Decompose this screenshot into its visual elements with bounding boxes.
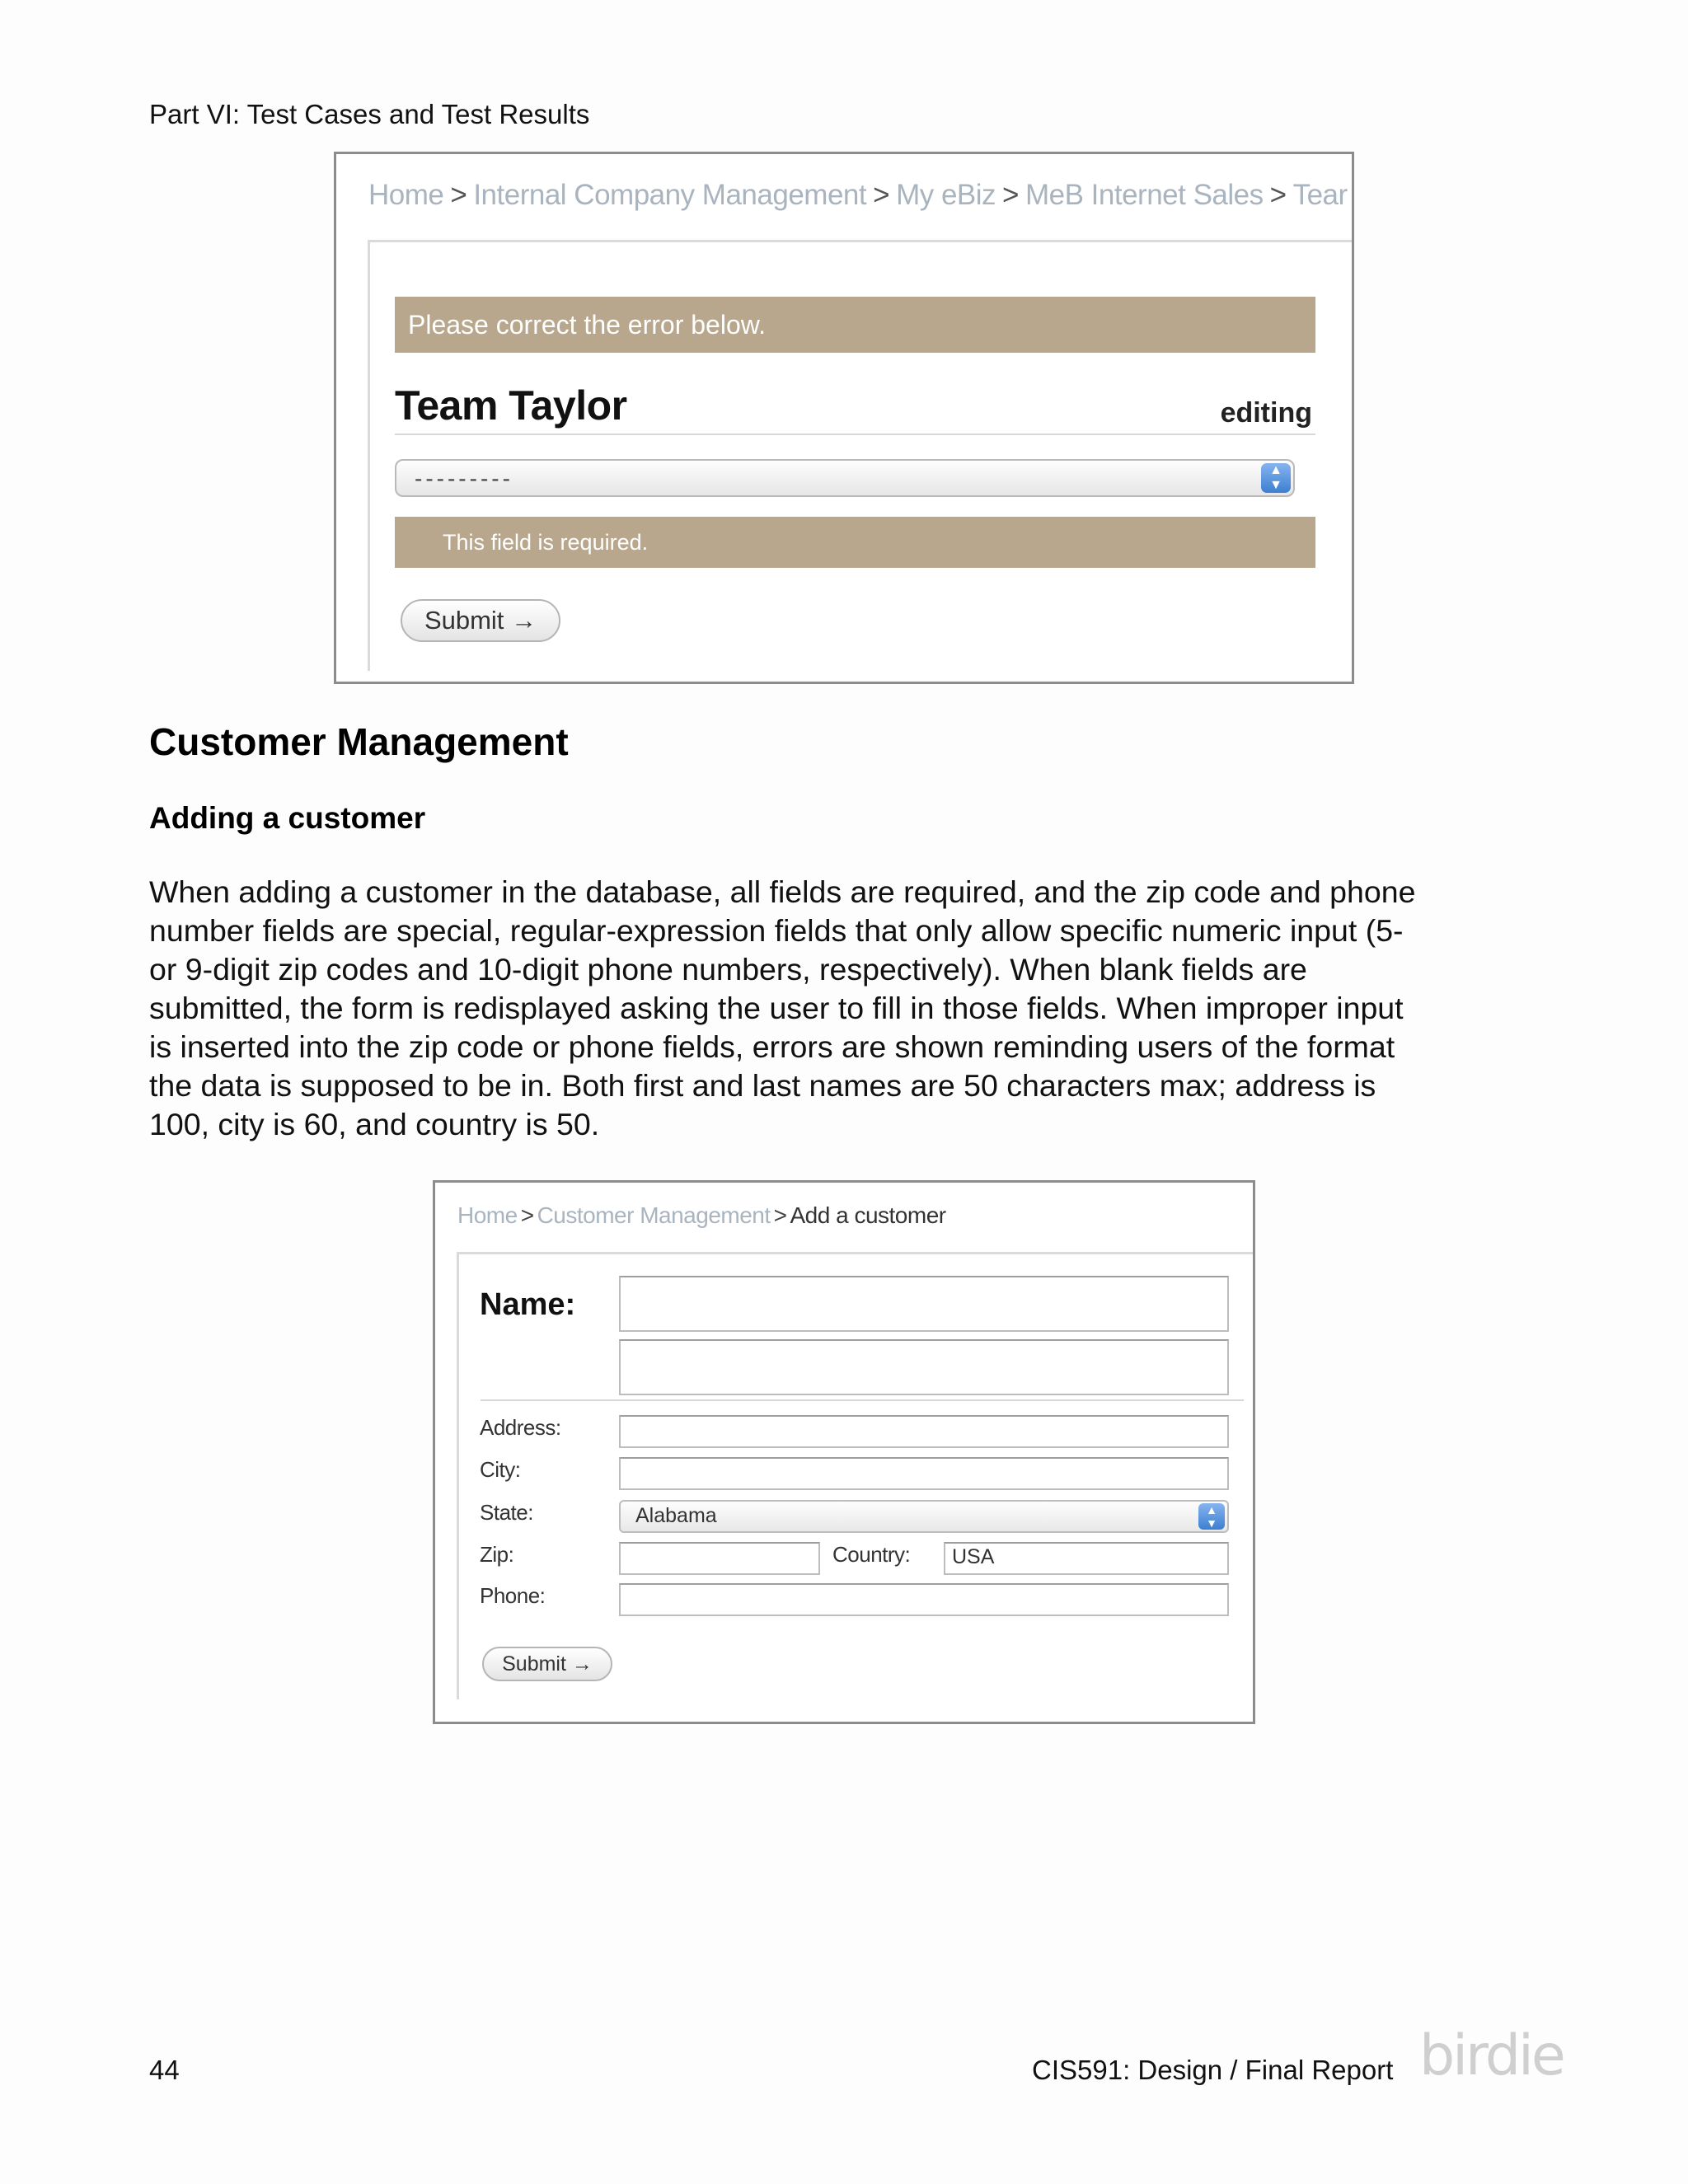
page-header: Part VI: Test Cases and Test Results — [149, 99, 590, 129]
team-select[interactable] — [395, 459, 1295, 497]
title-divider — [395, 434, 1315, 435]
select-stepper-icon: ▲ ▼ — [1198, 1503, 1225, 1530]
breadcrumb-separator: > — [1002, 179, 1019, 211]
paragraph-line: When adding a customer in the database, all fields are required, and the zip code and phone — [149, 874, 1416, 909]
breadcrumb-internal-company-management-link[interactable]: Internal Company Management — [473, 179, 867, 211]
city-label: City: — [480, 1457, 521, 1482]
breadcrumb-current: Add a customer — [790, 1202, 946, 1228]
footer-text: CIS591: Design / Final Report — [1032, 2055, 1394, 2085]
section-title: Customer Management — [149, 720, 569, 763]
state-select-value: Alabama — [635, 1504, 717, 1527]
zip-input[interactable] — [619, 1542, 820, 1575]
page-number: 44 — [149, 2055, 180, 2085]
state-label: State: — [480, 1500, 533, 1525]
breadcrumb-my-ebiz-link[interactable]: My eBiz — [896, 179, 996, 211]
submit-button[interactable]: Submit → — [482, 1647, 612, 1681]
subsection-title: Adding a customer — [149, 801, 426, 835]
paragraph-line: number fields are special, regular-expression fields that only allow specific numeric input (5- — [149, 913, 1404, 948]
paragraph-line: or 9-digit zip codes and 10-digit phone numbers, respectively). When blank fields are — [149, 952, 1307, 987]
breadcrumb — [457, 1202, 946, 1229]
zip-label: Zip: — [480, 1542, 514, 1567]
breadcrumb — [368, 179, 1348, 212]
submit-button[interactable]: Submit → — [401, 599, 560, 642]
field-error-message: This field is required. — [395, 517, 1315, 568]
body-paragraph — [149, 873, 1542, 1144]
team-edit-screenshot — [334, 152, 1354, 684]
breadcrumb-home-link[interactable]: Home — [368, 179, 444, 211]
country-label: Country: — [832, 1542, 911, 1567]
breadcrumb-separator: > — [450, 179, 467, 211]
breadcrumb-team-link[interactable]: Tear — [1292, 179, 1348, 211]
first-name-input[interactable] — [619, 1276, 1229, 1332]
team-title: Team Taylor — [395, 382, 627, 429]
breadcrumb-separator: > — [873, 179, 890, 211]
city-input[interactable] — [619, 1457, 1229, 1490]
error-banner: Please correct the error below. — [395, 297, 1315, 353]
phone-label: Phone: — [480, 1583, 546, 1608]
team-select-value: --------- — [415, 466, 513, 491]
breadcrumb-separator: > — [773, 1202, 787, 1228]
last-name-input[interactable] — [619, 1339, 1229, 1395]
address-label: Address: — [480, 1415, 561, 1440]
breadcrumb-meb-internet-sales-link[interactable]: MeB Internet Sales — [1025, 179, 1264, 211]
paragraph-line: 100, city is 60, and country is 50. — [149, 1107, 600, 1141]
editing-label: editing — [1220, 397, 1312, 429]
country-input[interactable] — [944, 1542, 1229, 1575]
select-stepper-icon: ▲ ▼ — [1261, 463, 1291, 493]
breadcrumb-separator: > — [520, 1202, 534, 1228]
name-divider — [481, 1399, 1244, 1401]
breadcrumb-separator: > — [1269, 179, 1287, 211]
paragraph-line: is inserted into the zip code or phone fields, errors are shown reminding users of the format — [149, 1029, 1395, 1064]
paragraph-line: the data is supposed to be in. Both first and last names are 50 characters max; address is — [149, 1068, 1376, 1103]
address-input[interactable] — [619, 1415, 1229, 1448]
name-label: Name: — [480, 1287, 576, 1322]
breadcrumb-home-link[interactable]: Home — [457, 1202, 518, 1228]
country-input-value: USA — [952, 1545, 995, 1568]
paragraph-line: submitted, the form is redisplayed asking the user to fill in those fields. When improper input — [149, 991, 1404, 1025]
state-select[interactable] — [619, 1500, 1229, 1533]
phone-input[interactable] — [619, 1583, 1229, 1616]
breadcrumb-customer-management-link[interactable]: Customer Management — [537, 1202, 771, 1228]
birdie-logo: birdie — [1419, 2023, 1564, 2088]
add-customer-screenshot — [433, 1180, 1255, 1724]
